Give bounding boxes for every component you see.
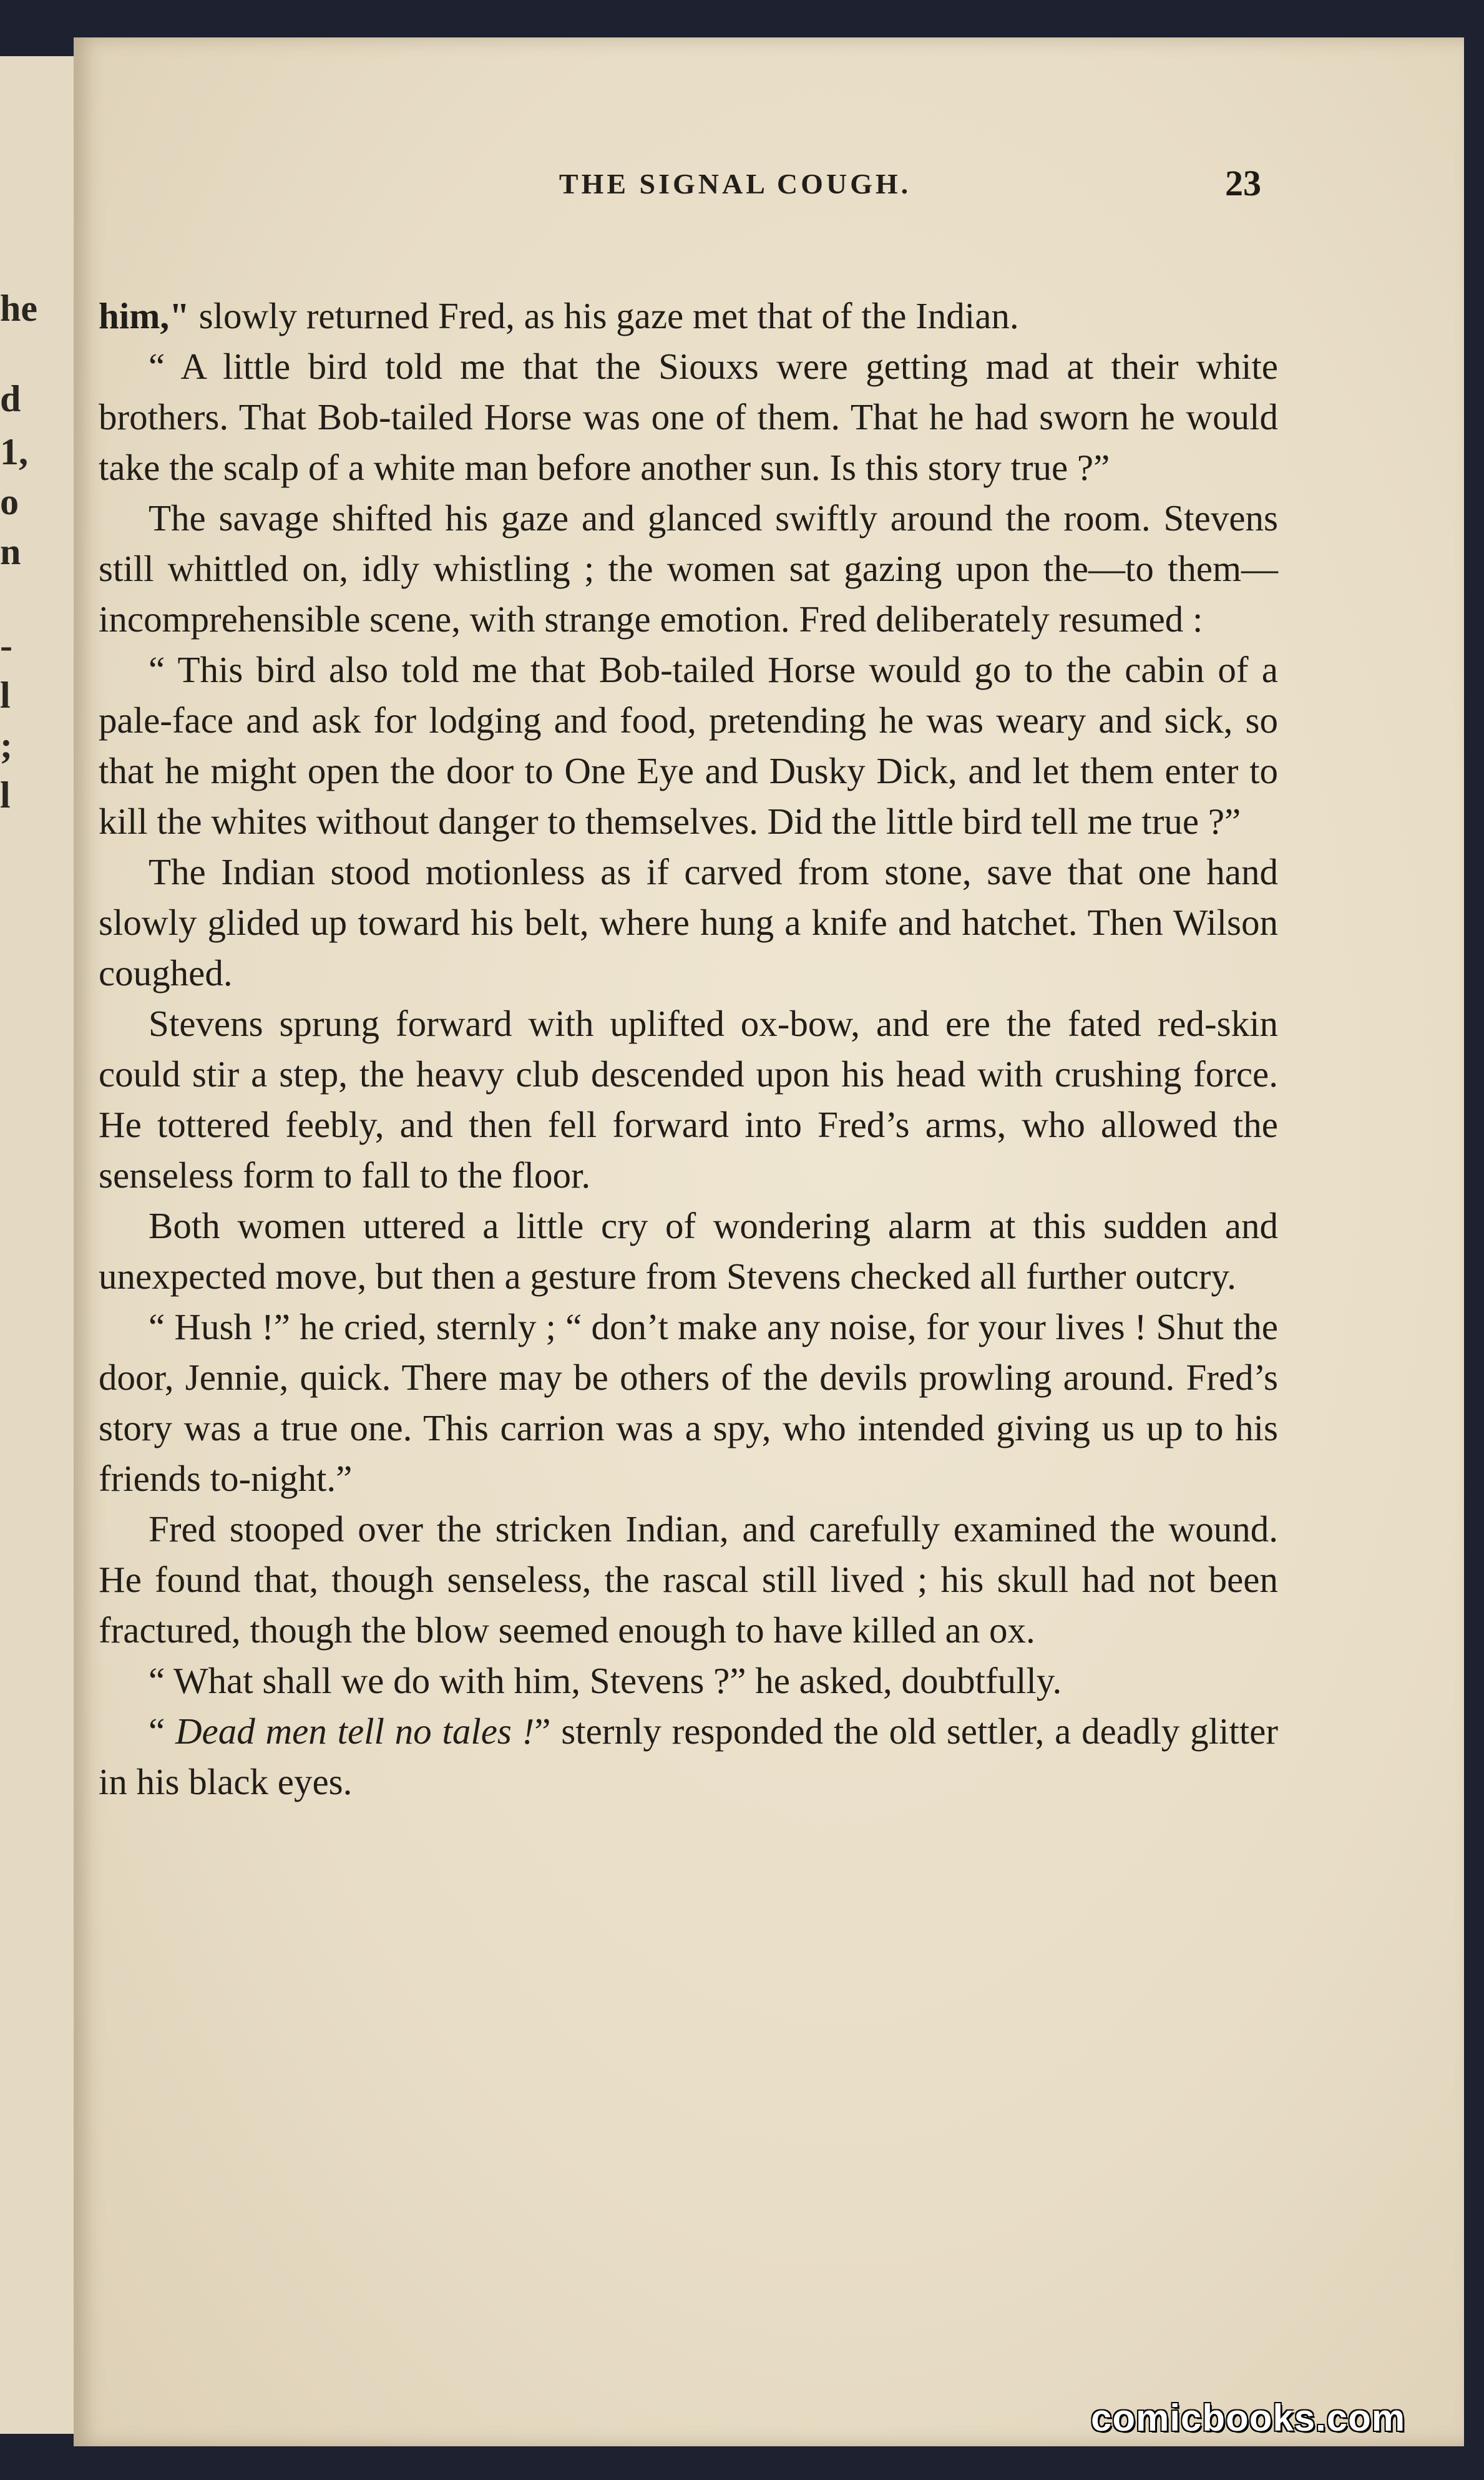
previous-page-fragment: l — [0, 675, 11, 716]
previous-page-fragment: d — [0, 378, 21, 419]
paragraph-lead: “ — [149, 1711, 175, 1752]
previous-page-fragment: he — [0, 288, 37, 329]
page-number: 23 — [1225, 163, 1261, 203]
paragraph: The Indian stood motionless as if carved from stone, save that one hand slowly glided up toward his belt, where hung a knife and hatchet. Then Wilson coughed. — [99, 851, 1278, 993]
previous-page-fragment: o — [0, 481, 19, 522]
watermark: comicbooks.com — [1091, 2397, 1406, 2439]
paragraph-text: ” sternly responded the old settler, a deadly glitter in his black eyes. — [99, 1711, 1278, 1802]
paragraph: “ A little bird told me that the Siouxs were getting mad at their white brothers. That Bob-tailed Horse was one of them. That he had sworn he would take the scalp of a white man before another sun. Is this story true ?” — [99, 346, 1278, 488]
paragraph: “ Hush !” he cried, sternly ; “ don’t make any noise, for your lives ! Shut the door, Jennie, quick. There may be others of the devils prowling around. Fred’s story was a true one. This carrion was a spy, who intended giving us up to his friends to-night.” — [99, 1306, 1278, 1499]
paragraph — [99, 291, 1278, 341]
running-head — [74, 163, 1464, 217]
previous-page-fragment: 1, — [0, 431, 28, 472]
previous-page-fragment: l — [0, 774, 11, 816]
paragraph: “ This bird also told me that Bob-tailed Horse would go to the cabin of a pale-face and ask for lodging and food, pretending he was weary and sick, so that he might open the door to One Eye and Dusky Dick, and let them enter to kill the whites without danger to themselves. Did the little bird tell me true ?” — [99, 649, 1278, 842]
book-page — [74, 37, 1464, 2446]
paragraph: The savage shifted his gaze and glanced swiftly around the room. Stevens still whittled on, idly whistling ; the women sat gazing upon the—to them—incomprehensible scene, with strange emotion. Fred deliberately resumed : — [99, 497, 1278, 640]
paragraph: “ What shall we do with him, Stevens ?” he asked, doubtfully. — [149, 1660, 1062, 1701]
paragraph-italic: Dead men tell no tales ! — [175, 1711, 535, 1752]
paragraph — [99, 1706, 1278, 1807]
paragraph: Stevens sprung forward with uplifted ox-bow, and ere the fated red-skin could stir a step, the heavy club descended upon his head with crushing force. He tottered feebly, and then fell forward into Fred’s arms, who allowed the senseless form to fall to the floor. — [99, 1003, 1278, 1196]
paragraph: Fred stooped over the stricken Indian, and carefully examined the wound. He found that, though senseless, the rascal still lived ; his skull had not been fractured, though the blow seemed enough to have killed an ox. — [99, 1508, 1278, 1651]
paragraph: Both women uttered a little cry of wondering alarm at this sudden and unexpected move, but then a gesture from Stevens checked all further outcry. — [99, 1205, 1278, 1297]
chapter-title: THE SIGNAL COUGH. — [559, 168, 912, 200]
paragraph-text: slowly returned Fred, as his gaze met that of the Indian. — [189, 295, 1019, 336]
previous-page-fragment: ; — [0, 725, 12, 766]
paragraph-lead: him," — [99, 295, 190, 336]
previous-page-fragment: - — [0, 625, 12, 666]
previous-page-fragment: n — [0, 531, 21, 572]
body-text — [99, 291, 1278, 1807]
